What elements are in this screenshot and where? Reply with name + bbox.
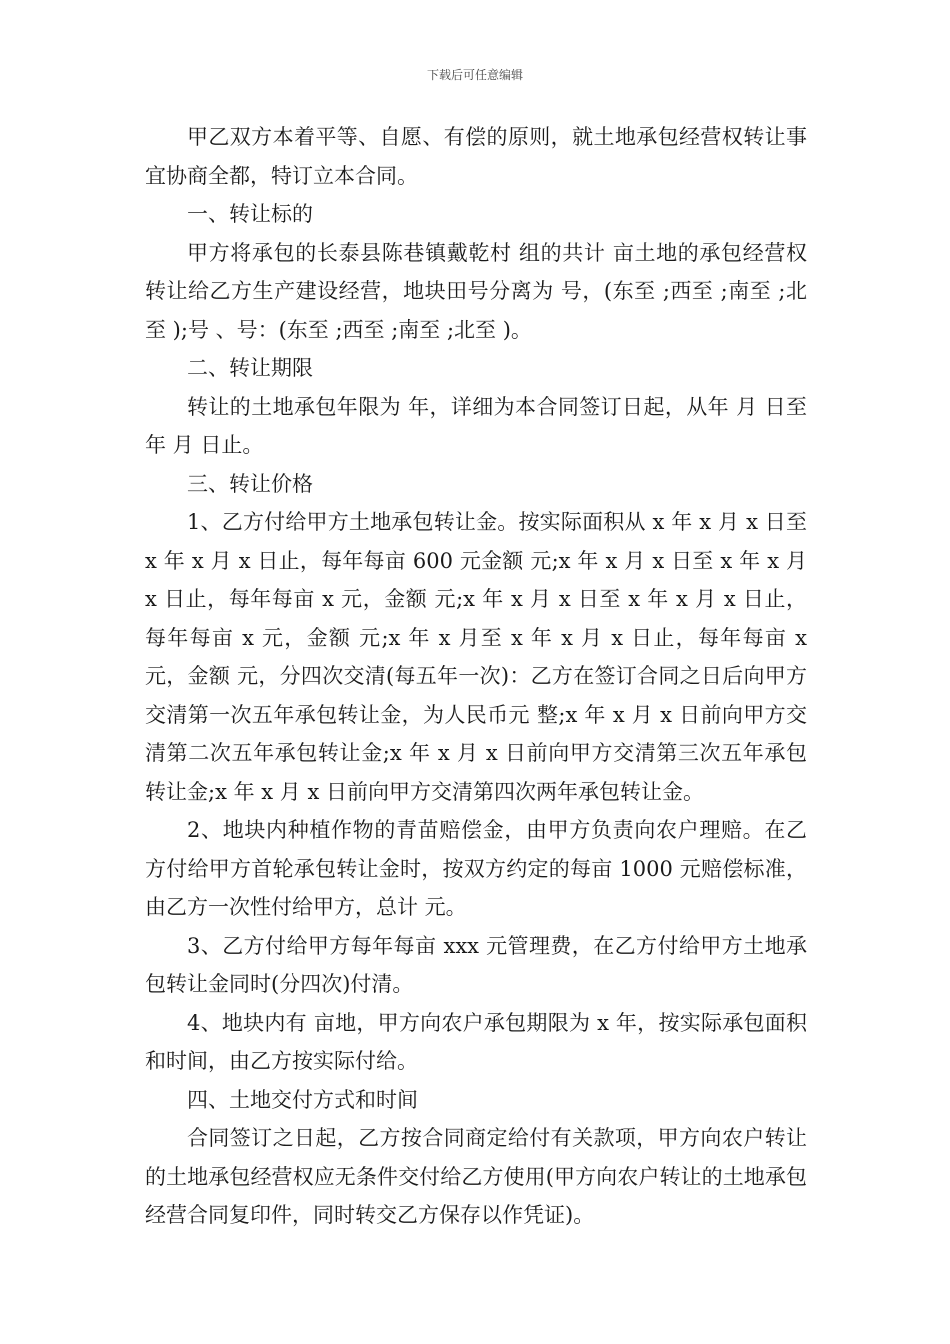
section-heading: 四、土地交付方式和时间 (187, 1087, 418, 1112)
body-paragraph: 合同签订之日起，乙方按合同商定给付有关款项，甲方向农户转让的土地承包经营权应无条件交付给乙方使用(甲方向农户转让的土地承包经营合同复印件，同时转交乙方保存以作凭证)。 (145, 1126, 807, 1227)
section-heading: 一、转让标的 (187, 202, 313, 226)
document-body (145, 118, 807, 1235)
body-paragraph: 转让的土地承包年限为 年，详细为本合同签订日起，从年 月 日至 年 月 日止。 (145, 394, 807, 457)
section-heading: 二、转让期限 (187, 356, 313, 380)
section-heading: 三、转让价格 (187, 471, 313, 496)
body-paragraph: 4、地块内有 亩地，甲方向农户承包期限为 x 年，按实际承包面积和时间，由乙方按实际付给。 (145, 1010, 807, 1073)
body-paragraph: 1、乙方付给甲方土地承包转让金。按实际面积从 x 年 x 月 x 日至 x 年 x 月 x 日止，每年每亩 600 元金额 元;x 年 x 月 x 日至 x 年 x 月 x 日止，每年每亩 x 元，金额 元;x 年 x 月 x 日至 x 年 x 月 x 日止，每年每亩 x 元，金额 元;x 年 x 月至 x 年 x 月 x 日止，每年每亩 x 元，金额 元，分四次交清(每五年一次)：乙方在签订合同之日后向甲方交清第一次五年承包转让金，为人民币元 整;x 年 x 月 x 日前向甲方交清第二次五年承包转让金;x 年 x 月 x 日前向甲方交清第三次五年承包转让金;x 年 x 月 x 日前向甲方交清第四次两年承包转让金。 (145, 510, 807, 804)
body-paragraph: 甲方将承包的长泰县陈巷镇戴乾村 组的共计 亩土地的承包经营权转让给乙方生产建设经营，地块田号分离为 号，(东至 ;西至 ;南至 ;北至 );号 、号：(东至 ;西至 ;南至 ;北至 )。 (145, 240, 807, 342)
page-header: 下载后可任意编辑 (426, 68, 523, 82)
intro-paragraph: 甲乙双方本着平等、自愿、有偿的原则，就土地承包经营权转让事宜协商全都，特订立本合同。 (145, 125, 807, 188)
body-paragraph: 2、地块内种植作物的青苗赔偿金，由甲方负责向农户理赔。在乙方付给甲方首轮承包转让金时，按双方约定的每亩 1000 元赔偿标准，由乙方一次性付给甲方，总计 元。 (145, 818, 807, 919)
body-paragraph: 3、乙方付给甲方每年每亩 xxx 元管理费，在乙方付给甲方土地承包转让金同时(分四次)付清。 (145, 933, 807, 996)
